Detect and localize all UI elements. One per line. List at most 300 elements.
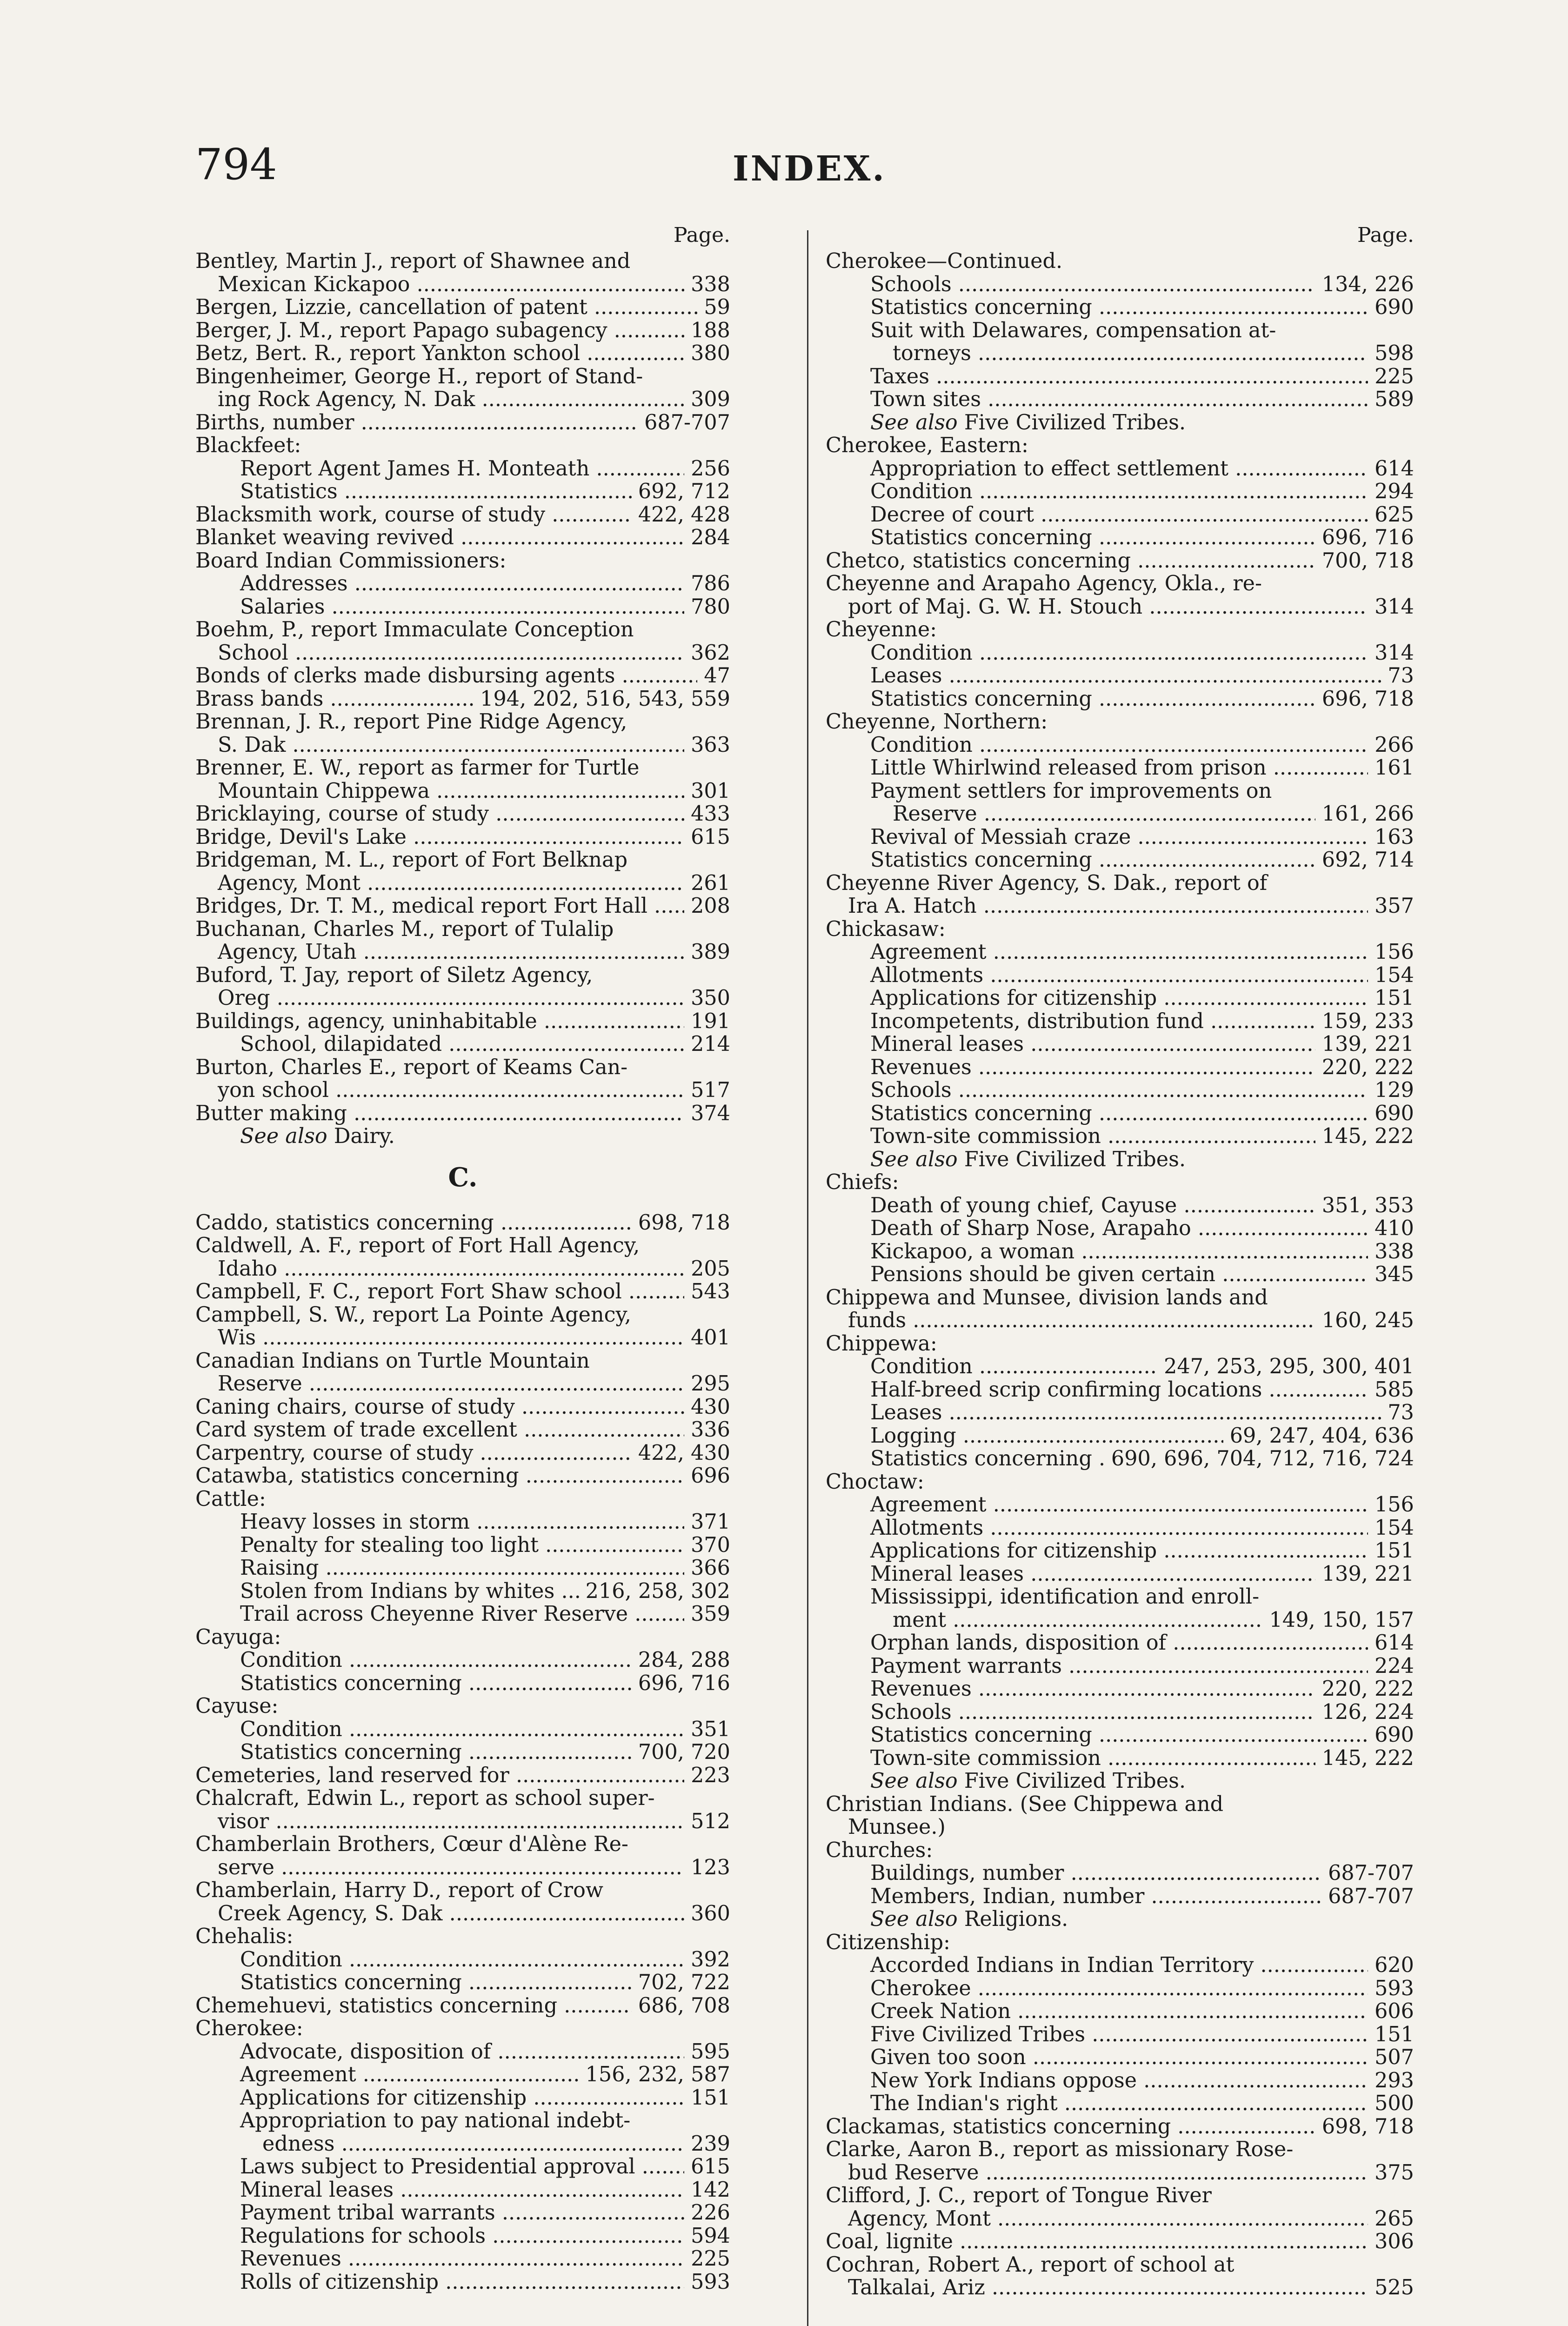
entry-text: Statistics concerning .....	[870, 849, 1414, 872]
see-also-target: Dairy.	[334, 1124, 395, 1148]
index-subentry	[826, 2023, 1414, 2046]
page-reference: 314	[1368, 642, 1414, 665]
page-reference: 357	[1368, 895, 1414, 918]
index-subentry	[826, 2046, 1414, 2069]
page-reference: 191	[684, 1010, 730, 1033]
index-subentry	[826, 1447, 1414, 1470]
page-reference: 149, 150, 157	[1263, 1609, 1414, 1632]
entry-text: Orphan lands, disposition of .....	[870, 1631, 1414, 1655]
see-also-label: See also	[870, 1907, 958, 1931]
entry-text: Statistics concerning .....	[240, 1971, 730, 1994]
page-reference: 47	[697, 664, 730, 688]
page-reference: 161	[1368, 756, 1414, 780]
entry-text: Butter making .....	[195, 1102, 730, 1125]
entry-text: Cherokee:	[195, 2017, 303, 2040]
entry-continuation: edness .....	[240, 2132, 730, 2156]
index-subentry	[826, 1977, 1414, 2000]
index-subentry	[195, 2225, 730, 2248]
page-reference: 698, 718	[632, 1211, 730, 1235]
page-reference: 295	[684, 1372, 730, 1396]
index-subentry	[195, 1971, 730, 1994]
entry-text: Berger, J. M., report Papago subagency .....	[195, 319, 730, 342]
index-entry	[195, 1464, 730, 1488]
entry-text: Raising .....	[240, 1557, 730, 1580]
page-reference: 69, 247, 404, 636	[1223, 1424, 1414, 1448]
entry-continuation: Reserve .....	[870, 802, 1414, 826]
entry-text: Cemeteries, land reserved for .....	[195, 1764, 730, 1787]
entry-continuation: port of Maj. G. W. H. Stouch .....	[826, 595, 1414, 619]
page-reference: 284	[684, 526, 730, 549]
page-reference: 160, 245	[1315, 1309, 1414, 1332]
page-reference: 696	[684, 1464, 730, 1488]
entry-text: Addresses .....	[240, 572, 730, 595]
entry-text: Revenues .....	[240, 2247, 730, 2271]
page-reference: 507	[1368, 2046, 1414, 2069]
entry-continuation: Agency, Utah .....	[195, 941, 730, 964]
page-reference: 593	[1368, 1977, 1414, 2000]
entry-text: Choctaw:	[826, 1470, 924, 1493]
page-reference: 696, 716	[1315, 526, 1414, 549]
entry-text: Revenues .....	[870, 1678, 1414, 1701]
page-reference: 266	[1368, 734, 1414, 757]
entry-text: Taxes .....	[870, 365, 1414, 388]
index-subentry	[826, 1102, 1414, 1125]
index-subentry	[195, 2155, 730, 2179]
entry-text: Creek Nation .....	[870, 2000, 1414, 2023]
page-reference: 625	[1368, 503, 1414, 527]
see-also-reference	[826, 411, 1414, 434]
index-subentry	[195, 1741, 730, 1764]
page-reference: 620	[1368, 1954, 1414, 1977]
page-reference: 293	[1368, 2069, 1414, 2092]
see-also-target: Five Civilized Tribes.	[964, 1147, 1186, 1171]
page-reference: 154	[1368, 1517, 1414, 1540]
entry-text: Logging .....	[870, 1424, 1414, 1448]
page-reference: 350	[684, 987, 730, 1010]
entry-text: Accorded Indians in Indian Territory .....	[870, 1954, 1414, 1977]
entry-text: Little Whirlwind released from prison .....	[870, 756, 1414, 780]
entry-text: Catawba, statistics concerning .....	[195, 1464, 730, 1488]
entry-continuation: Agency, Mont .....	[826, 2207, 1414, 2231]
entry-text: Bingenheimer, George H., report of Stand-	[195, 364, 643, 388]
page-reference: 151	[1368, 2023, 1414, 2046]
page-reference: 134, 226	[1315, 273, 1414, 296]
page-reference: 702, 722	[632, 1971, 730, 1994]
page-reference: 151	[684, 2086, 730, 2110]
entry-text: Chamberlain, Harry D., report of Crow	[195, 1878, 603, 1902]
index-entry	[826, 1286, 1414, 1332]
index-entry	[195, 1234, 730, 1280]
index-entry	[195, 802, 730, 826]
page-reference: 614	[1368, 457, 1414, 481]
entry-text: Cheyenne:	[826, 618, 937, 642]
entry-continuation: serve .....	[195, 1856, 730, 1879]
index-entry	[195, 1695, 730, 1718]
index-subentry	[195, 1948, 730, 1972]
page-reference: 205	[684, 1257, 730, 1281]
page-reference: 690, 696, 704, 712, 716, 724	[1105, 1447, 1414, 1470]
page-reference: 225	[684, 2247, 730, 2271]
entry-text: Agreement .....	[240, 2063, 730, 2086]
entry-text: Death of Sharp Nose, Arapaho .....	[870, 1217, 1414, 1240]
index-subentry	[826, 1862, 1414, 1885]
page-reference: 389	[684, 941, 730, 964]
index-subentry	[195, 2271, 730, 2294]
entry-continuation: visor .....	[195, 1810, 730, 1833]
page-column-label: Page.	[1357, 223, 1414, 247]
page-reference: 690	[1368, 1102, 1414, 1125]
page-reference: 73	[1381, 664, 1414, 688]
index-entry	[826, 918, 1414, 941]
index-subentry	[826, 1194, 1414, 1217]
entry-continuation: torneys .....	[870, 342, 1414, 365]
page-reference: 301	[684, 780, 730, 803]
index-subentry	[195, 2086, 730, 2110]
index-entry	[826, 250, 1414, 273]
entry-text: Trail across Cheyenne River Reserve .....	[240, 1603, 730, 1626]
page-reference: 73	[1381, 1401, 1414, 1424]
index-subentry	[826, 365, 1414, 388]
entry-text: Statistics concerning .....	[870, 688, 1414, 711]
page-reference: 123	[684, 1856, 730, 1879]
entry-text: Betz, Bert. R., report Yankton school .....	[195, 342, 730, 365]
index-subentry	[195, 1511, 730, 1534]
entry-continuation: Mountain Chippewa .....	[195, 780, 730, 803]
entry-text: Christian Indians. (See Chippewa and	[826, 1792, 1224, 1816]
index-subentry	[195, 1033, 730, 1056]
entry-text: Blanket weaving revived .....	[195, 526, 730, 549]
page-reference: 142	[684, 2179, 730, 2202]
index-entry	[195, 1280, 730, 1303]
entry-text: Cattle:	[195, 1487, 266, 1511]
page-reference: 615	[684, 2155, 730, 2179]
page-reference: 208	[684, 895, 730, 918]
entry-text: Suit with Delawares, compensation at-	[870, 318, 1276, 342]
entry-continuation: funds .....	[826, 1309, 1414, 1332]
page-reference: 433	[684, 802, 730, 826]
entry-text: Cheyenne and Arapaho Agency, Okla., re-	[826, 572, 1262, 595]
page-reference: 593	[684, 2271, 730, 2294]
entry-text: Appropriation to pay national indebt-	[240, 2109, 631, 2132]
page-reference: 512	[684, 1810, 730, 1833]
index-subentry	[826, 1678, 1414, 1701]
index-subentry	[826, 1401, 1414, 1424]
running-head: INDEX.	[732, 149, 886, 189]
page-reference: 595	[684, 2040, 730, 2064]
see-also-reference	[826, 1908, 1414, 1931]
index-subentry	[195, 2109, 730, 2155]
entry-text: Chiefs:	[826, 1171, 899, 1194]
index-subentry	[195, 1557, 730, 1580]
entry-text: Advocate, disposition of .....	[240, 2040, 730, 2064]
page-reference: 422, 428	[632, 503, 730, 527]
page-reference: 159, 233	[1315, 1010, 1414, 1033]
entry-text: Bricklaying, course of study .....	[195, 802, 730, 826]
page-reference: 59	[697, 296, 730, 319]
page-reference: 156	[1368, 1493, 1414, 1517]
page-reference: 380	[684, 342, 730, 365]
entry-text: Caning chairs, course of study .....	[195, 1396, 730, 1419]
page-reference: 129	[1368, 1079, 1414, 1102]
entry-text: Condition .....	[870, 1355, 1414, 1378]
index-entry	[826, 1793, 1414, 1839]
entry-text: Citizenship:	[826, 1931, 951, 1954]
index-entry	[826, 1171, 1414, 1194]
entry-text: Card system of trade excellent .....	[195, 1418, 730, 1442]
index-entry	[826, 872, 1414, 918]
index-subentry	[195, 2063, 730, 2086]
entry-text: Incompetents, distribution fund .....	[870, 1010, 1414, 1033]
page-reference: 543	[684, 1280, 730, 1303]
index-subentry	[826, 296, 1414, 319]
page-reference: 696, 718	[1315, 688, 1414, 711]
entry-text: New York Indians oppose .....	[870, 2069, 1414, 2092]
index-entry	[826, 618, 1414, 642]
index-entry	[195, 1350, 730, 1396]
page-reference: 294	[1368, 480, 1414, 503]
column-divider	[807, 230, 808, 2326]
index-entry	[195, 1418, 730, 1442]
index-subentry	[826, 319, 1414, 365]
index-entry	[195, 849, 730, 895]
index-subentry	[195, 595, 730, 619]
entry-text: Births, number .....	[195, 411, 730, 434]
entry-text: Chehalis:	[195, 1925, 294, 1948]
entry-text: Churches:	[826, 1838, 933, 1862]
index-subentry	[195, 480, 730, 503]
entry-text: Payment settlers for improvements on	[870, 779, 1272, 803]
page-reference: 362	[684, 642, 730, 665]
entry-continuation: Mexican Kickapoo .....	[195, 273, 730, 296]
index-entry	[195, 688, 730, 711]
entry-text: Statistics concerning .....	[870, 296, 1414, 319]
page-reference: 614	[1368, 1631, 1414, 1655]
index-entry	[195, 1303, 730, 1350]
page-reference: 214	[684, 1033, 730, 1056]
entry-text: Half-breed scrip confirming locations .....	[870, 1378, 1414, 1402]
page-reference: 154	[1368, 964, 1414, 987]
entry-continuation: School .....	[195, 642, 730, 665]
index-subentry	[826, 1747, 1414, 1770]
index-subentry	[826, 1655, 1414, 1678]
page-reference: 351	[684, 1718, 730, 1741]
entry-text: Cayuga:	[195, 1625, 281, 1649]
index-entry	[195, 1211, 730, 1235]
entry-text: Cheyenne River Agency, S. Dak., report of	[826, 871, 1268, 895]
entry-text: Condition .....	[870, 480, 1414, 503]
entry-text: Clackamas, statistics concerning .....	[826, 2115, 1414, 2139]
index-subentry	[826, 1631, 1414, 1655]
index-subentry	[826, 1240, 1414, 1263]
index-subentry	[195, 2179, 730, 2202]
page-reference: 517	[684, 1079, 730, 1102]
page-reference: 247, 253, 295, 300, 401	[1157, 1355, 1414, 1378]
index-entry	[195, 1488, 730, 1511]
index-subentry	[826, 1424, 1414, 1448]
index-subentry	[826, 1033, 1414, 1056]
entry-text: Board Indian Commissioners:	[195, 549, 507, 572]
entry-text: Boehm, P., report Immaculate Conception	[195, 618, 634, 642]
see-also-reference	[826, 1148, 1414, 1171]
index-subentry	[826, 457, 1414, 481]
page-reference: 351, 353	[1315, 1194, 1414, 1217]
entry-continuation: Reserve .....	[195, 1372, 730, 1396]
entry-text: Coal, lignite .....	[826, 2230, 1414, 2253]
entry-text: Payment warrants .....	[870, 1655, 1414, 1678]
see-also-target: Five Civilized Tribes.	[964, 1769, 1186, 1793]
index-subentry	[826, 1885, 1414, 1908]
see-also-target: Five Civilized Tribes.	[964, 410, 1186, 434]
entry-text: Clifford, J. C., report of Tongue River	[826, 2184, 1212, 2207]
index-entry	[195, 918, 730, 964]
see-also-label: See also	[870, 1147, 958, 1171]
index-entry	[195, 1102, 730, 1125]
entry-text: Appropriation to effect settlement .....	[870, 457, 1414, 481]
index-entry	[826, 2230, 1414, 2253]
page-reference: 161, 266	[1315, 802, 1414, 826]
entry-text: Campbell, F. C., report Fort Shaw school .....	[195, 1280, 730, 1303]
index-entry	[826, 2115, 1414, 2139]
entry-text: Five Civilized Tribes .....	[870, 2023, 1414, 2046]
page-reference: 145, 222	[1315, 1747, 1414, 1770]
index-entry	[195, 618, 730, 664]
entry-text: Applications for citizenship .....	[240, 2086, 730, 2110]
index-subentry	[195, 1649, 730, 1672]
see-also-label: See also	[870, 410, 958, 434]
page-number: 794	[195, 140, 277, 189]
index-entry	[826, 1470, 1414, 1494]
page-reference: 786	[684, 572, 730, 595]
entry-text: Decree of court .....	[870, 503, 1414, 527]
see-also-reference	[195, 1125, 730, 1148]
entry-text: School, dilapidated .....	[240, 1033, 730, 1056]
entry-text: Pensions should be given certain .....	[870, 1263, 1414, 1286]
index-subentry	[826, 780, 1414, 826]
page-reference: 430	[684, 1396, 730, 1419]
page-reference: 265	[1368, 2207, 1414, 2231]
entry-text: Chippewa:	[826, 1332, 937, 1355]
page-reference: 371	[684, 1511, 730, 1534]
index-subentry	[826, 480, 1414, 503]
index-entry	[826, 2138, 1414, 2184]
entry-text: Death of young chief, Cayuse .....	[870, 1194, 1414, 1217]
entry-text: Statistics concerning .....	[870, 526, 1414, 549]
entry-continuation: ing Rock Agency, N. Dak .....	[195, 388, 730, 411]
index-subentry	[195, 1672, 730, 1695]
see-also-reference	[826, 1770, 1414, 1793]
entry-text: Rolls of citizenship .....	[240, 2271, 730, 2294]
page-reference: 223	[684, 1764, 730, 1787]
page-reference: 692, 714	[1315, 849, 1414, 872]
entry-text: Statistics concerning .....	[240, 1672, 730, 1695]
page-reference: 306	[1368, 2230, 1414, 2253]
index-subentry	[826, 734, 1414, 757]
page-reference: 145, 222	[1315, 1125, 1414, 1148]
index-entry	[195, 964, 730, 1010]
index-entry	[195, 1787, 730, 1833]
index-subentry	[195, 2201, 730, 2225]
entry-text: Chamberlain Brothers, Cœur d'Alène Re-	[195, 1832, 628, 1856]
index-subentry	[826, 941, 1414, 964]
page-reference: 224	[1368, 1655, 1414, 1678]
entry-text: Chippewa and Munsee, division lands and	[826, 1285, 1268, 1310]
entry-continuation: Oreg .....	[195, 987, 730, 1010]
entry-text: Town sites .....	[870, 388, 1414, 411]
entry-continuation: Talkalai, Ariz .....	[826, 2276, 1414, 2299]
page-reference: 375	[1368, 2161, 1414, 2185]
index-subentry	[826, 2069, 1414, 2092]
index-subentry	[195, 2040, 730, 2064]
page-reference: 500	[1368, 2092, 1414, 2115]
index-entry	[195, 1764, 730, 1787]
page-reference: 700, 720	[632, 1741, 730, 1764]
entry-text: Caddo, statistics concerning .....	[195, 1211, 730, 1235]
entry-text: Revenues .....	[870, 1056, 1414, 1079]
page-reference: 410	[1368, 1217, 1414, 1240]
entry-text: Buchanan, Charles M., report of Tulalip	[195, 917, 614, 941]
index-subentry	[826, 2000, 1414, 2023]
index-subentry	[826, 1056, 1414, 1079]
index-entry	[195, 1396, 730, 1419]
index-subentry	[826, 1263, 1414, 1286]
index-subentry	[195, 1603, 730, 1626]
index-entry	[195, 664, 730, 688]
index-entry	[195, 250, 730, 296]
entry-continuation: Idaho .....	[195, 1257, 730, 1281]
index-subentry	[826, 2092, 1414, 2115]
page-reference: 422, 430	[632, 1442, 730, 1465]
page-reference: 309	[684, 388, 730, 411]
entry-text: Bergen, Lizzie, cancellation of patent .....	[195, 296, 730, 319]
entry-text: Buildings, number .....	[870, 1862, 1414, 1885]
index-subentry	[826, 1217, 1414, 1240]
page-reference: 690	[1368, 296, 1414, 319]
index-entry	[826, 549, 1414, 573]
index-subentry	[826, 503, 1414, 527]
index-column-left	[195, 223, 730, 2293]
entry-text: The Indian's right .....	[870, 2092, 1414, 2115]
entry-text: Condition .....	[240, 1649, 730, 1672]
entry-continuation: ment .....	[870, 1609, 1414, 1632]
page-reference: 345	[1368, 1263, 1414, 1286]
index-entry	[826, 2184, 1414, 2230]
entry-text: Schools .....	[870, 1701, 1414, 1724]
entry-text: Carpentry, course of study .....	[195, 1442, 730, 1465]
page-reference: 359	[684, 1603, 730, 1626]
entry-text: Condition .....	[240, 1948, 730, 1972]
entry-text: Bridges, Dr. T. M., medical report Fort Hall .....	[195, 895, 730, 918]
index-entry	[195, 1994, 730, 2018]
entry-text: Campbell, S. W., report La Pointe Agency,	[195, 1303, 631, 1327]
page-reference: 370	[684, 1534, 730, 1557]
index-entry	[195, 549, 730, 573]
index-subentry	[826, 826, 1414, 849]
entry-text: Bridgeman, M. L., report of Fort Belknap	[195, 848, 628, 872]
index-subentry	[826, 1539, 1414, 1563]
entry-text: Brenner, E. W., report as farmer for Turtle	[195, 756, 640, 780]
page-reference: 594	[684, 2225, 730, 2248]
index-subentry	[826, 1701, 1414, 1724]
page-reference: 692, 712	[632, 480, 730, 503]
entry-text: Schools .....	[870, 273, 1414, 296]
index-subentry	[826, 1954, 1414, 1977]
index-subentry	[826, 1493, 1414, 1517]
index-subentry	[826, 1125, 1414, 1148]
entry-text: Agreement .....	[870, 941, 1414, 964]
index-entry	[826, 1839, 1414, 1862]
page-reference: 126, 224	[1315, 1701, 1414, 1724]
index-entry	[195, 1879, 730, 1925]
